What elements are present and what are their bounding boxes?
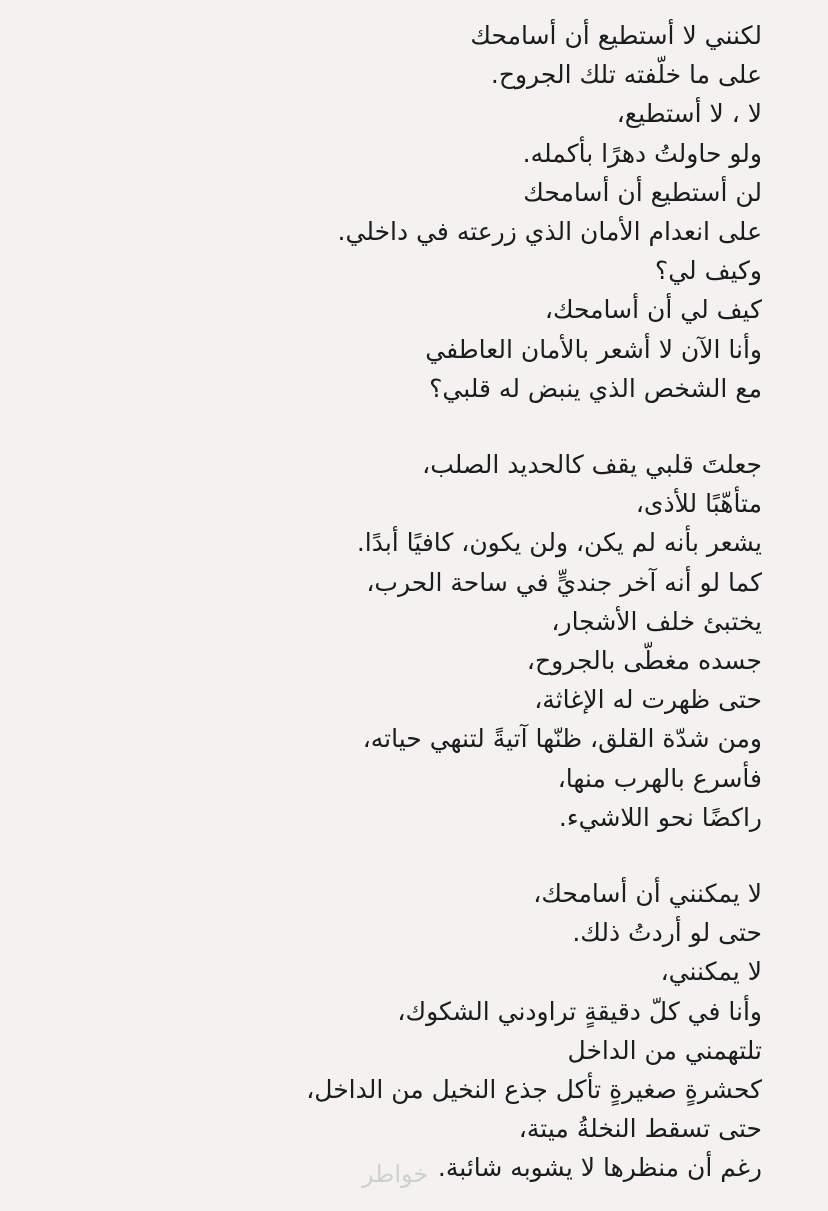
poem-line: مع الشخص الذي ينبض له قلبي؟: [429, 373, 762, 403]
poem-stanza-2: [22, 445, 762, 837]
poem-line: تلتهمني من الداخل: [567, 1035, 762, 1065]
poem-line: يشعر بأنه لم يكن، ولن يكون، كافيًا أبدًا.: [356, 528, 762, 558]
poem-line: راكضًا نحو اللاشيء.: [558, 802, 762, 832]
poem-line: وأنا في كلّ دقيقةٍ تراودني الشكوك،: [397, 996, 762, 1026]
poem-line: كما لو أنه آخر جنديٍّ في ساحة الحرب،: [366, 567, 762, 597]
poem-line: لا يمكنني أن أسامحك،: [533, 879, 762, 909]
stanza-divider: [22, 408, 762, 445]
poem-line: لن أستطيع أن أسامحك: [523, 177, 762, 207]
poem-line: كيف لي أن أسامحك،: [544, 295, 762, 325]
poem-line: يختبئ خلف الأشجار،: [551, 606, 762, 636]
poem-line: على ما خلّفته تلك الجروح.: [490, 60, 762, 90]
poem-line: كحشرةٍ صغيرةٍ تأكل جذع النخيل من الداخل،: [306, 1075, 762, 1105]
poem-line: وكيف لي؟: [654, 256, 762, 286]
poem-line: متأهّبًا للأذى،: [635, 489, 762, 519]
poem-line: حتى ظهرت له الإغاثة،: [534, 685, 762, 715]
poem-stanza-1: [22, 16, 762, 408]
poem-line: رغم أن منظرها لا يشوبه شائبة.: [437, 1153, 762, 1183]
poem-stanza-3: [22, 874, 762, 1188]
poem-line: ومن شدّة القلق، ظنّها آتيةً لتنهي حياته،: [362, 724, 762, 754]
poem-line: على انعدام الأمان الذي زرعته في داخلي.: [337, 217, 762, 247]
poem-line: ولو حاولتُ دهرًا بأكمله.: [522, 138, 762, 168]
poem-line: جعلتَ قلبي يقف كالحديد الصلب،: [422, 450, 762, 480]
poem-line: لا ، لا أستطيع،: [616, 99, 762, 129]
poem-line: حتى تسقط النخلةُ ميتة،: [518, 1114, 762, 1144]
poem-line: جسده مغطّى بالجروح،: [526, 646, 762, 676]
poem-line: لا يمكنني،: [660, 957, 762, 987]
poem-line: حتى لو أردتُ ذلك.: [572, 918, 762, 948]
stanza-divider: [22, 837, 762, 874]
watermark-logo: خواطر: [362, 1160, 429, 1188]
poem-text: [22, 16, 762, 1188]
poem-line: وأنا الآن لا أشعر بالأمان العاطفي: [425, 334, 762, 364]
poem-line: فأسرع بالهرب منها،: [557, 763, 762, 793]
poem-line: لكنني لا أستطيع أن أسامحك: [470, 21, 762, 50]
